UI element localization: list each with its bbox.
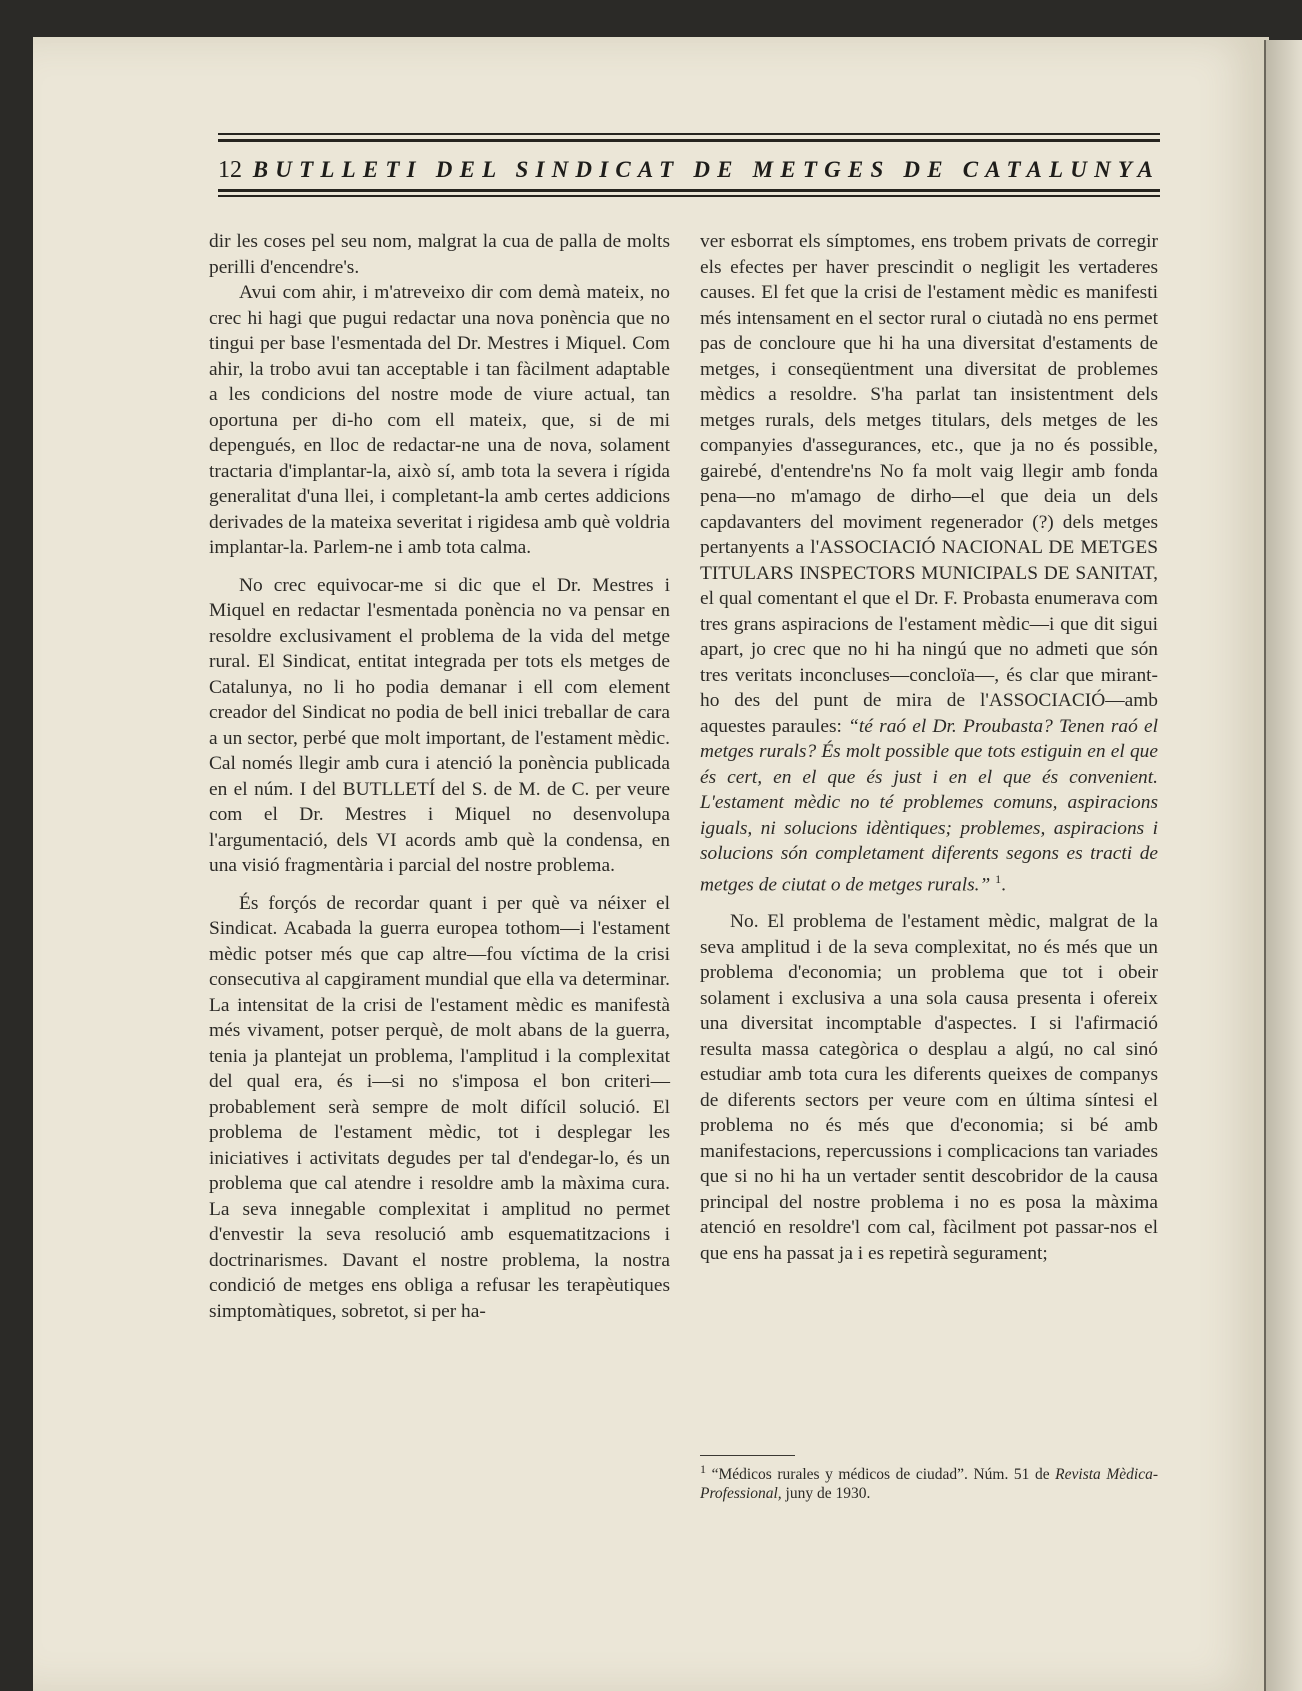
footnote-reference: 1 (995, 871, 1002, 886)
footnote-rule (700, 1455, 795, 1456)
journal-title: BUTLLETI DEL SINDICAT DE METGES DE CATALUNYA (252, 157, 1160, 182)
right-column (700, 229, 1158, 1266)
paragraph: ver esborrat els símptomes, ens trobem privats de corregir els efectes per haver prescindit o negligit les vertaderes causes. El fet que la crisi de l'estament mèdic es manifesti més intensament en el sector rural o ciutadà no ens permet pas de concloure que hi ha una diversitat d'estaments de metges, i conseqüentment una diversitat de problemes mèdics a resoldre. S'ha parlat tan insistentment dels metges rurals, dels metges titulars, dels metges de les companyies d'assegurances, etc., que ja no és possible, gairebé, d'entendre'ns No fa molt vaig llegir amb fonda pena—no m'amago de dirho—el que deia un dels capdavanters del moviment regenerador (?) dels metges pertanyents a l'ASSOCIACIÓ NACIONAL DE METGES TITULARS INSPECTORS MUNICIPALS DE SANITAT, el qual comentant el que el Dr. F. Probasta enumerava com tres grans aspiracions de l'estament mèdic—i que dit sigui apart, jo crec que no hi ha ningú que no admeti que són tres veritats inconcluses—concloïa—, és clar que mirant-ho des del punt de mira de l'ASSOCIACIÓ—amb aquestes paraules: “té raó el Dr. Proubasta? Tenen raó el metges rurals? És molt possible que tots estiguin en el que és cert, en el que és just i en el que és convenient. L'estament mèdic no té problemes comuns, aspiracions iguals, ni solucions idèntiques; problemes, aspiracions i solucions són completament diferents segons es tracti de metges de ciutat o de metges rurals.” $^1$. (700, 231, 1158, 895)
paragraph: No crec equivocar-me si dic que el Dr. Mestres i Miquel en redactar l'esmentada ponència no va pensar en resoldre exclusivament el problema de la vida del metge rural. El Sindicat, entitat integrada per tots els metges de Catalunya, no li ho podia demanar i ell com element creador del Sindicat no podia de bell inici treballar de cara a un sector, perbé que molt important, de l'estament mèdic. Cal només llegir amb cura i atenció la ponència publicada en el núm. I del BUTLLETÍ del S. de M. de C. per veure com el Dr. Mestres i Miquel no desenvolupa l'argumentació, dels VI acords amb què la condensa, en una visió fragmentària i parcial del nostre problema. (209, 574, 670, 876)
page-number: 12 (218, 156, 242, 183)
footnote-source: Revista Mèdica-Professional, (700, 1466, 1158, 1503)
quotation: “té raó el Dr. Proubasta? Tenen raó el metges rurals? És molt possible que tots estiguin en el que és cert, en el que és just i en el que és convenient. L'estament mèdic no té problemes comuns, aspiracions iguals, ni solucions idèntiques; problemes, aspiracions i solucions són completament diferents segons es tracti de metges de ciutat o de metges rurals.” (700, 715, 1158, 895)
next-page-edge (1264, 40, 1302, 1691)
footnote-date: juny de 1930. (785, 1485, 871, 1503)
paragraph: dir les coses pel seu nom, malgrat la cua de palla de molts perilli d'encendre's. (209, 231, 670, 278)
header-rule-bottom-thick (218, 189, 1160, 192)
running-head (218, 155, 1160, 185)
header-rule-bottom-thin (218, 195, 1160, 197)
header-rule-top-thin (218, 133, 1160, 135)
footnote-marker: 1 (700, 1462, 706, 1476)
footnote (700, 1460, 1158, 1503)
paragraph: No. El problema de l'estament mèdic, malgrat de la seva amplitud i de la seva complexitat, no és més que un problema d'economia; un problema que tot i obeir solament i exclusiva a una sola causa presenta i ofereix una diversitat incomptable d'aspectes. I si l'afirmació resulta massa categòrica o desplau a algú, no cal sinó estudiar amb tota cura les diferents queixes de companys de diferents sectors per veure com en última síntesi el problema no és més que d'economia; si bé amb manifestacions, repercussions i complicacions tan variades que si no hi ha un vertader sentit descobridor de la causa principal del nostre problema i no es posa la màxima atenció en resoldre'l com cal, fàcilment pot passar-nos el que ens ha passat ja i es repetirà segurament; (700, 911, 1158, 1264)
paragraph: Avui com ahir, i m'atreveixo dir com demà mateix, no crec hi hagi que pugui redactar una nova ponència que no tingui per base l'esmentada del Dr. Mestres i Miquel. Com ahir, la trobo avui tan acceptable i tan fàcilment adaptable a les condicions del nostre mode de viure actual, tan oportuna per di-ho com ell mateix, que, si de mi depengués, en lloc de redactar-ne una de nova, solament tractaria d'implantar-la, això sí, amb tota la severa i rígida generalitat d'una llei, i completant-la amb certes addicions derivades de la mateixa severitat i rigidesa amb què voldria implantar-la. Parlem-ne i amb tota calma. (209, 282, 670, 558)
left-column (209, 229, 670, 1324)
paragraph: És forçós de recordar quant i per què va néixer el Sindicat. Acabada la guerra europea tothom—i l'estament mèdic potser més que cap altre—fou víctima de la crisi consecutiva al capgirament mundial que ella va determinar. La intensitat de la crisi de l'estament mèdic es manifestà més vivament, potser perquè, de molt abans de la guerra, tenia ja plantejat un problema, l'amplitud i la complexitat del qual era, és i—si no s'imposa el bon criteri—probablement serà sempre de molt difícil solució. El problema de l'estament mèdic, tot i desplegar les iniciatives i activitats degudes per tal d'endegar-lo, és un problema que cal atendre i resoldre amb la màxima cura. La seva innegable complexitat i amplitud no permet d'envestir la seva resolució amb esquematitzacions i doctrinarismes. Davant el nostre problema, la nostra condició de metges ens obliga a refusar les terapèutiques simptomàtiques, sobretot, si per ha- (209, 892, 670, 1322)
paragraph-text: ver esborrat els símptomes, ens trobem privats de corregir els efectes per haver prescindit o negligit les vertaderes causes. El fet que la crisi de l'estament mèdic es manifesti més intensament en el sector rural o ciutadà no ens permet pas de concloure que hi ha una diversitat d'estaments de metges, i conseqüentment una diversitat de problemes mèdics a resoldre. S'ha parlat tan insistentment dels metges rurals, dels metges titulars, dels metges de les companyies d'assegurances, etc., que ja no és possible, gairebé, d'entendre'ns No fa molt vaig llegir amb fonda pena—no m'amago de dirho—el que deia un dels capdavanters del moviment regenerador (?) dels metges pertanyents a l'ASSOCIACIÓ NACIONAL DE METGES TITULARS INSPECTORS MUNICIPALS DE SANITAT, el qual comentant el que el Dr. F. Probasta enumerava com tres grans aspiracions de l'estament mèdic—i que dit sigui apart, jo crec que no hi ha ningú que no admeti que són tres veritats inconcluses—concloïa—, és clar que mirant-ho des del punt de mira de l'ASSOCIACIÓ—amb aquestes paraules: (700, 231, 1158, 737)
header-rule-top-thick (218, 139, 1160, 142)
footnote-text: “Médicos rurales y médicos de ciudad”. Núm. 51 de (711, 1466, 1050, 1484)
